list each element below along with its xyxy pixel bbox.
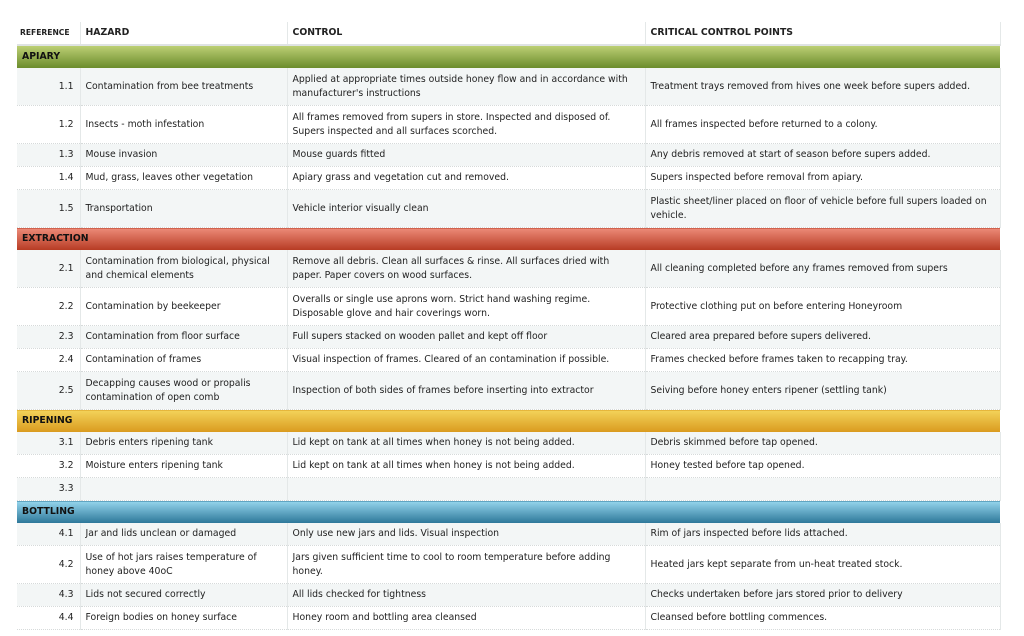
- hazard-cell: Contamination from floor surface: [80, 326, 287, 349]
- reference-cell: 3.1: [17, 432, 80, 455]
- reference-cell: 2.2: [17, 288, 80, 326]
- control-cell: Apiary grass and vegetation cut and removed.: [287, 167, 645, 190]
- hazard-cell: Lids not secured correctly: [80, 584, 287, 607]
- hazard-cell: Contamination from biological, physical and chemical elements: [80, 250, 287, 288]
- control-cell: All lids checked for tightness: [287, 584, 645, 607]
- reference-cell: 1.5: [17, 190, 80, 228]
- header-row: [17, 22, 1000, 45]
- reference-cell: 1.1: [17, 68, 80, 106]
- ccp-cell: [645, 478, 1000, 501]
- table-row: [17, 546, 1000, 584]
- header-control: CONTROL: [287, 22, 645, 45]
- table-body: [17, 45, 1000, 630]
- ccp-cell: Honey tested before tap opened.: [645, 455, 1000, 478]
- section-row-apiary: [17, 45, 1000, 68]
- haccp-table: [17, 22, 1001, 630]
- hazard-cell: Jar and lids unclean or damaged: [80, 523, 287, 546]
- ccp-cell: All frames inspected before returned to a colony.: [645, 106, 1000, 144]
- ccp-cell: Debris skimmed before tap opened.: [645, 432, 1000, 455]
- ccp-cell: Cleansed before bottling commences.: [645, 607, 1000, 630]
- reference-cell: 1.2: [17, 106, 80, 144]
- hazard-cell: Foreign bodies on honey surface: [80, 607, 287, 630]
- table-row: [17, 326, 1000, 349]
- ccp-cell: Cleared area prepared before supers delivered.: [645, 326, 1000, 349]
- control-cell: Jars given sufficient time to cool to room temperature before adding honey.: [287, 546, 645, 584]
- control-cell: Inspection of both sides of frames before inserting into extractor: [287, 372, 645, 410]
- section-title: BOTTLING: [17, 501, 1000, 524]
- control-cell: Overalls or single use aprons worn. Strict hand washing regime. Disposable glove and hair coverings worn.: [287, 288, 645, 326]
- control-cell: Full supers stacked on wooden pallet and kept off floor: [287, 326, 645, 349]
- table-row: [17, 288, 1000, 326]
- table-row: [17, 607, 1000, 630]
- control-cell: Only use new jars and lids. Visual inspection: [287, 523, 645, 546]
- table-row: [17, 372, 1000, 410]
- table-row: [17, 68, 1000, 106]
- ccp-cell: Seiving before honey enters ripener (settling tank): [645, 372, 1000, 410]
- control-cell: All frames removed from supers in store. Inspected and disposed of. Supers inspected and all surfaces scorched.: [287, 106, 645, 144]
- table-row: [17, 349, 1000, 372]
- table-row: [17, 144, 1000, 167]
- section-title: EXTRACTION: [17, 228, 1000, 251]
- hazard-cell: Mouse invasion: [80, 144, 287, 167]
- ccp-cell: All cleaning completed before any frames removed from supers: [645, 250, 1000, 288]
- reference-cell: 3.2: [17, 455, 80, 478]
- hazard-cell: Moisture enters ripening tank: [80, 455, 287, 478]
- table-row: [17, 167, 1000, 190]
- hazard-cell: [80, 478, 287, 501]
- hazard-cell: Use of hot jars raises temperature of honey above 40oC: [80, 546, 287, 584]
- hazard-cell: Contamination by beekeeper: [80, 288, 287, 326]
- hazard-cell: Contamination of frames: [80, 349, 287, 372]
- hazard-cell: Contamination from bee treatments: [80, 68, 287, 106]
- ccp-cell: Checks undertaken before jars stored prior to delivery: [645, 584, 1000, 607]
- control-cell: Mouse guards fitted: [287, 144, 645, 167]
- control-cell: Lid kept on tank at all times when honey is not being added.: [287, 432, 645, 455]
- hazard-cell: Decapping causes wood or propalis contamination of open comb: [80, 372, 287, 410]
- control-cell: Honey room and bottling area cleansed: [287, 607, 645, 630]
- ccp-cell: Any debris removed at start of season before supers added.: [645, 144, 1000, 167]
- table-row: [17, 523, 1000, 546]
- table-row: [17, 190, 1000, 228]
- ccp-cell: Plastic sheet/liner placed on floor of vehicle before full supers loaded on vehicle.: [645, 190, 1000, 228]
- reference-cell: 2.1: [17, 250, 80, 288]
- reference-cell: 3.3: [17, 478, 80, 501]
- section-row-bottling: [17, 501, 1000, 524]
- table-row: [17, 478, 1000, 501]
- hazard-cell: Insects - moth infestation: [80, 106, 287, 144]
- reference-cell: 2.3: [17, 326, 80, 349]
- ccp-cell: Heated jars kept separate from un-heat treated stock.: [645, 546, 1000, 584]
- reference-cell: 4.2: [17, 546, 80, 584]
- control-cell: [287, 478, 645, 501]
- reference-cell: 4.1: [17, 523, 80, 546]
- header-reference: REFERENCE: [17, 22, 80, 45]
- ccp-cell: Supers inspected before removal from apiary.: [645, 167, 1000, 190]
- ccp-cell: Treatment trays removed from hives one week before supers added.: [645, 68, 1000, 106]
- header-ccp: CRITICAL CONTROL POINTS: [645, 22, 1000, 45]
- section-title: RIPENING: [17, 410, 1000, 433]
- table-row: [17, 455, 1000, 478]
- reference-cell: 2.4: [17, 349, 80, 372]
- ccp-cell: Protective clothing put on before entering Honeyroom: [645, 288, 1000, 326]
- reference-cell: 1.4: [17, 167, 80, 190]
- table-row: [17, 584, 1000, 607]
- hazard-cell: Transportation: [80, 190, 287, 228]
- reference-cell: 4.3: [17, 584, 80, 607]
- table-row: [17, 106, 1000, 144]
- reference-cell: 1.3: [17, 144, 80, 167]
- header-hazard: HAZARD: [80, 22, 287, 45]
- ccp-cell: Frames checked before frames taken to recapping tray.: [645, 349, 1000, 372]
- section-row-ripening: [17, 410, 1000, 433]
- control-cell: Visual inspection of frames. Cleared of an contamination if possible.: [287, 349, 645, 372]
- control-cell: Lid kept on tank at all times when honey is not being added.: [287, 455, 645, 478]
- control-cell: Remove all debris. Clean all surfaces & rinse. All surfaces dried with paper. Paper covers on wood surfaces.: [287, 250, 645, 288]
- section-title: APIARY: [17, 45, 1000, 68]
- table-row: [17, 250, 1000, 288]
- control-cell: Vehicle interior visually clean: [287, 190, 645, 228]
- control-cell: Applied at appropriate times outside honey flow and in accordance with manufacturer's instructions: [287, 68, 645, 106]
- hazard-cell: Mud, grass, leaves other vegetation: [80, 167, 287, 190]
- reference-cell: 2.5: [17, 372, 80, 410]
- hazard-cell: Debris enters ripening tank: [80, 432, 287, 455]
- section-row-extraction: [17, 228, 1000, 251]
- reference-cell: 4.4: [17, 607, 80, 630]
- ccp-cell: Rim of jars inspected before lids attached.: [645, 523, 1000, 546]
- table-row: [17, 432, 1000, 455]
